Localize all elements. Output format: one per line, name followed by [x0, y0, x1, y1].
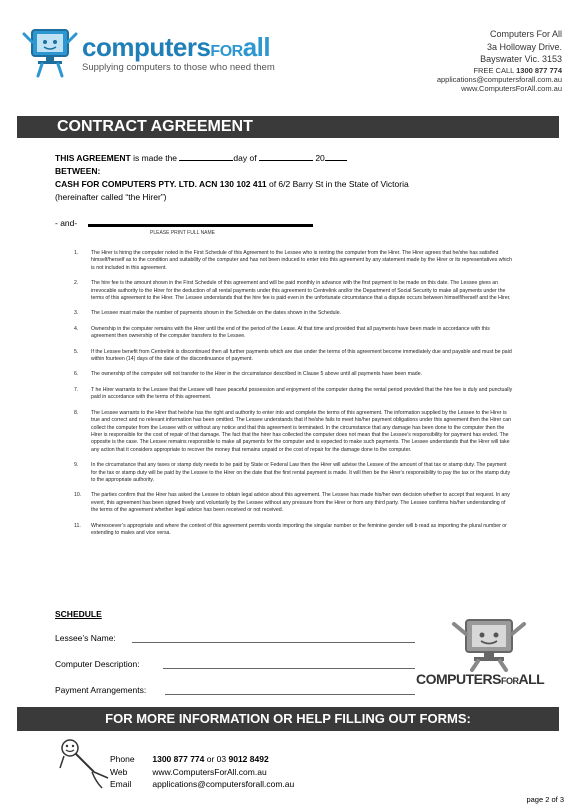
computer-description-input[interactable] — [163, 668, 415, 669]
clause-item: 7. T he Hirer warrants to the Lessee that the Lessee will have peaceful possession and enjoyment of the computer during the rental period provided that the hire fee is duly and punctually paid in accordance with the terms of this agreement. — [74, 386, 513, 401]
payment-arrangements-label: Payment Arrangements: — [55, 685, 147, 695]
company-address-2: Bayswater Vic. 3153 — [480, 54, 562, 64]
header-logo — [22, 18, 322, 88]
payment-arrangements-row — [55, 685, 146, 695]
contact-phone-row: Phone 1300 877 774 or 03 9012 8492 — [110, 754, 269, 764]
company-email[interactable]: applications@computersforall.com.au — [436, 74, 562, 84]
clause-item: 4. Ownership in the computer remains with the Hirer until the end of the period of the Lease. At that time and provided that all payments have been made in accordance with this agreement then ownership of the computer transfers to the Lessee. — [74, 325, 490, 340]
company-website[interactable]: www.ComputersForAll.com.au — [461, 83, 562, 93]
lessee-name-label: Lessee’s Name: — [55, 633, 116, 643]
clause-item: 1. The Hirer is hiring the computer noted in the First Schedule of this Agreement to the Lessee who is renting the computer from the Hirer. The Hirer agrees that he/she has satisfied himself/herself as to the condition and suitability of the computer and has not been induced to enter into this agreement by any statement made by the Hirer or its representatives which is not included in this agreement. — [74, 250, 512, 271]
day-field[interactable] — [179, 152, 233, 161]
year-field[interactable] — [325, 152, 347, 161]
schedule-title: SCHEDULE — [55, 609, 102, 619]
computer-description-row — [55, 659, 140, 669]
and-label: - and- — [55, 218, 78, 228]
clause-item: 2. The hire fee is the amount shown in the First Schedule of this agreement and will be paid monthly in advance with the first payment to be made on this date. The Lessee gives an irrevocable authority to the Hirer for the deduction of all rental payments under this agreement to Centrelink and/or the Department of Social Security to make all payments under the terms of this agreement to the Hirer. The Lessee understands that the hire fee is paid even in the unfortunate circumstance that a dispute occurs between himself/herself and the Hirer. — [74, 280, 511, 302]
contact-phone-alt[interactable]: 9012 8492 — [228, 754, 269, 764]
clause-item: 10. The parties confirm that the Hirer has asked the Lessee to obtain legal advice about this agreement. The Lessee has made his/her own decision whether to accept that request. In any event, this agreement has been signed freely and voluntarily by the Lessee without any pressure from the Hirer or from any third party. The Lessee confirms his/her understanding of the terms of the agreement whether legal advice has been received or not received. — [74, 492, 510, 514]
info-banner-title: FOR MORE INFORMATION OR HELP FILLING OUT FORMS: — [105, 711, 471, 726]
between-label: BETWEEN: — [55, 166, 101, 176]
company-name: Computers For All — [489, 29, 562, 39]
clause-item: 5. If the Lessee benefit from Centrelink is discontinued then all further payments which are due under the terms of this agreement become immediately due and payable and must be paid within fourteen (14) days of the date of the discontinuance of payment. — [74, 348, 512, 363]
phone-mascot-icon — [56, 738, 114, 796]
company-address-1: 3a Holloway Drive. — [486, 41, 562, 52]
clause-item: 11. Wheresoever’s appropriate and where the context of this agreement permits words importing the singular number or the feminine gender will b read as importing the plural number or extending to males and vice versa. — [74, 522, 507, 536]
contact-email-row: Email applications@computersforall.com.au — [110, 779, 295, 789]
computer-description-label: Computer Description: — [55, 659, 140, 669]
logo-wordmark: computersFORall — [82, 32, 271, 62]
clause-list — [74, 250, 514, 545]
clause-item: 9. In the circumstance that any taxes or stamp duty needs to be paid by State or Federal Law then the Hirer will advise the Lessee of the amount of that tax or stamp duty. The payment for the tax or stamp duty will be paid by the Lessee to the Hirer on the date that the first rental payment is made. It will then be the Hirer’s responsibility to pay the tax or the stamp duty to the appropriate authority. — [74, 462, 511, 483]
agreement-date-line: THIS AGREEMENT is made the day of 20 — [55, 152, 515, 165]
month-field[interactable] — [259, 152, 313, 161]
contact-details — [110, 753, 294, 791]
clause-item: 3. The Lessee must make the number of payments shown in the Schedule on the dates shown in the Schedule. — [74, 310, 342, 317]
bottom-logo — [412, 612, 562, 694]
logo-tagline: Supplying computers to those who need them — [82, 62, 275, 73]
lessee-name-row — [55, 633, 116, 643]
company-info — [362, 28, 562, 93]
lessee-name-field[interactable] — [88, 224, 313, 227]
contact-phone[interactable]: 1300 877 774 — [152, 754, 205, 764]
clause-item: 8. The Lessee warrants to the Hirer that he/she has the right and authority to enter into and complete the terms of this agreement. The information supplied by the Lessee to the Hirer is true and correct and no relevant information has been omitted. The Lessee understands that if he/she fails to meet his/her payment obligations under this agreement then the Hirer can collect the computer from the Lessee with or without any notice and that this agreement is terminated. In the circumstance that any damage has been done to the computer then the Hirer is responsible for the cost of repair of that damage. The fact that the hirer has collected the computer does not mean that the Lessee’s responsibility for payment has ended. The opposite is the case. The Lessee remains responsible to make all payments for the computer and is expected to make such payments. The Lessee understands that the Hirer will take any action that it considers appropriate to recover the money that remains unpaid or the cost of repair for the damage done to the computer. — [74, 409, 512, 453]
contract-title: CONTRACT AGREEMENT — [57, 118, 253, 135]
contact-email[interactable]: applications@computersforall.com.au — [152, 779, 295, 789]
lessee-name-input[interactable] — [132, 642, 415, 643]
computer-mascot-gray-icon — [444, 612, 534, 672]
contact-web-row: Web www.ComputersForAll.com.au — [110, 766, 267, 777]
company-phone: FREE CALL 1300 877 774 — [473, 65, 562, 75]
hirer-called: (hereinafter called “the Hirer”) — [55, 192, 167, 202]
bottom-logo-wordmark: COMPUTERSFORALL — [416, 671, 545, 687]
info-banner — [17, 707, 559, 731]
agreement-header — [55, 152, 515, 204]
clause-item: 6. The ownership of the computer will not transfer to the Hirer in the circumstance described in Clause 5 above until all payments have been made. — [74, 371, 423, 378]
computer-mascot-icon — [22, 20, 78, 80]
hirer-party: CASH FOR COMPUTERS PTY. LTD. ACN 130 102 411 of 6/2 Barry St in the State of Victoria — [55, 179, 409, 189]
print-name-caption: PLEASE PRINT FULL NAME — [150, 230, 216, 236]
page-number: page 2 of 3 — [526, 795, 564, 804]
contract-banner — [17, 116, 559, 138]
contact-web[interactable]: www.ComputersForAll.com.au — [152, 766, 267, 777]
payment-arrangements-input[interactable] — [165, 694, 415, 695]
